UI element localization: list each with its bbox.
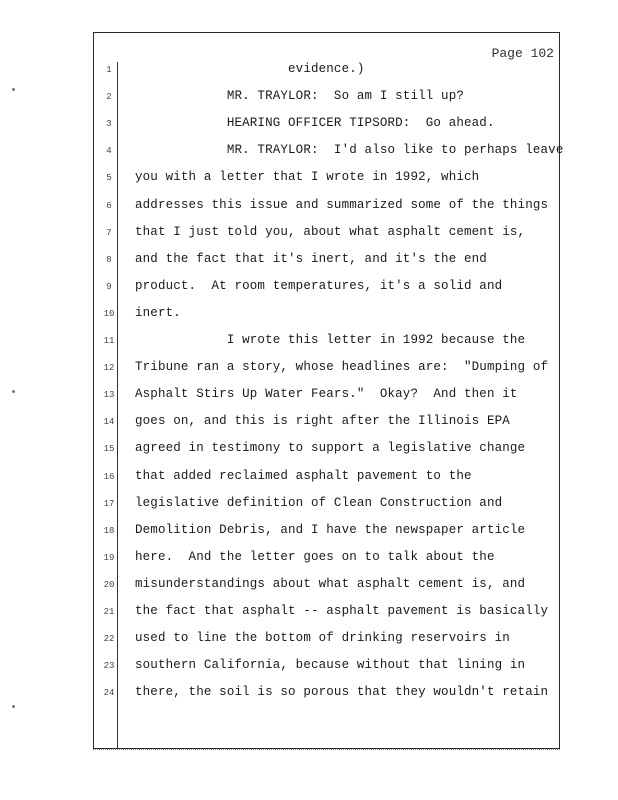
line-number: 8	[106, 254, 112, 265]
transcript-line	[93, 333, 560, 360]
transcript-line	[93, 225, 560, 252]
line-text: I wrote this letter in 1992 because the	[135, 333, 526, 347]
line-text: legislative definition of Clean Construction and	[135, 495, 503, 510]
line-text: agreed in testimony to support a legislative change	[135, 441, 526, 456]
line-number: 22	[103, 634, 115, 645]
transcript-line	[93, 604, 560, 631]
line-number: 14	[103, 417, 115, 428]
transcript-line	[93, 414, 560, 441]
line-number: 16	[103, 471, 115, 482]
line-number: 17	[103, 498, 115, 509]
line-number: 2	[106, 92, 112, 103]
transcript-line	[93, 116, 560, 143]
line-number: 19	[103, 552, 115, 563]
transcript-line	[93, 89, 560, 116]
line-text: that added reclaimed asphalt pavement to the	[135, 468, 472, 483]
line-number: 18	[103, 525, 115, 536]
transcript-line	[93, 170, 560, 197]
scan-artifact	[12, 390, 15, 393]
transcript-line	[93, 441, 560, 468]
line-text: evidence.)	[135, 62, 365, 76]
transcript-line	[93, 360, 560, 387]
line-number: 20	[103, 579, 115, 590]
line-text: southern California, because without that lining in	[135, 658, 526, 673]
transcript-line	[93, 685, 560, 712]
line-number: 23	[103, 661, 115, 672]
line-number: 9	[106, 281, 112, 292]
line-text: MR. TRAYLOR: So am I still up?	[135, 89, 465, 104]
transcript-line	[93, 279, 560, 306]
transcript-line	[93, 62, 560, 89]
transcript-line	[93, 523, 560, 550]
line-text: here. And the letter goes on to talk about the	[135, 549, 495, 564]
line-text: you with a letter that I wrote in 1992, which	[135, 170, 480, 185]
transcript-line	[93, 496, 560, 523]
transcript-line	[93, 469, 560, 496]
line-text: MR. TRAYLOR: I'd also like to perhaps leave	[135, 143, 564, 158]
line-number: 3	[106, 119, 112, 130]
page-number: Page 102	[491, 46, 554, 61]
line-text: used to line the bottom of drinking reservoirs in	[135, 631, 510, 646]
line-number: 4	[106, 146, 112, 157]
line-number: 7	[106, 227, 112, 238]
transcript-line	[93, 550, 560, 577]
line-number: 10	[103, 308, 115, 319]
transcript-line	[93, 143, 564, 170]
line-text: that I just told you, about what asphalt cement is,	[135, 224, 526, 239]
line-text: addresses this issue and summarized some of the things	[135, 197, 549, 212]
line-text: Asphalt Stirs Up Water Fears." Okay? And then it	[135, 387, 518, 402]
line-text: misunderstandings about what asphalt cement is, and	[135, 576, 526, 591]
line-number: 11	[103, 336, 115, 346]
transcript-line	[93, 658, 560, 685]
line-number: 6	[106, 200, 112, 211]
line-text: Demolition Debris, and I have the newspaper article	[135, 522, 526, 537]
transcript-line	[93, 198, 560, 225]
line-text: the fact that asphalt -- asphalt pavement is basically	[135, 604, 549, 618]
line-number: 1	[106, 65, 112, 75]
line-text: goes on, and this is right after the Illinois EPA	[135, 414, 510, 429]
line-text: Tribune ran a story, whose headlines are: "Dumping of	[135, 360, 549, 375]
line-text: HEARING OFFICER TIPSORD: Go ahead.	[135, 116, 495, 131]
bottom-rule	[93, 749, 560, 750]
line-number: 12	[103, 363, 115, 374]
transcript-line	[93, 306, 560, 333]
transcript-line	[93, 252, 560, 279]
line-text: inert.	[135, 305, 181, 320]
transcript-line	[93, 577, 560, 604]
line-number: 21	[103, 607, 115, 617]
line-text: there, the soil is so porous that they wouldn't retain	[135, 685, 549, 700]
line-number: 13	[103, 390, 115, 401]
line-number: 15	[103, 444, 115, 455]
line-text: and the fact that it's inert, and it's the end	[135, 251, 487, 266]
transcript-line	[93, 387, 560, 414]
scan-artifact	[12, 88, 15, 91]
line-number: 5	[106, 173, 112, 184]
line-number: 24	[103, 688, 115, 699]
transcript-line	[93, 631, 560, 658]
scan-artifact	[12, 705, 15, 708]
line-text: product. At room temperatures, it's a solid and	[135, 278, 503, 293]
